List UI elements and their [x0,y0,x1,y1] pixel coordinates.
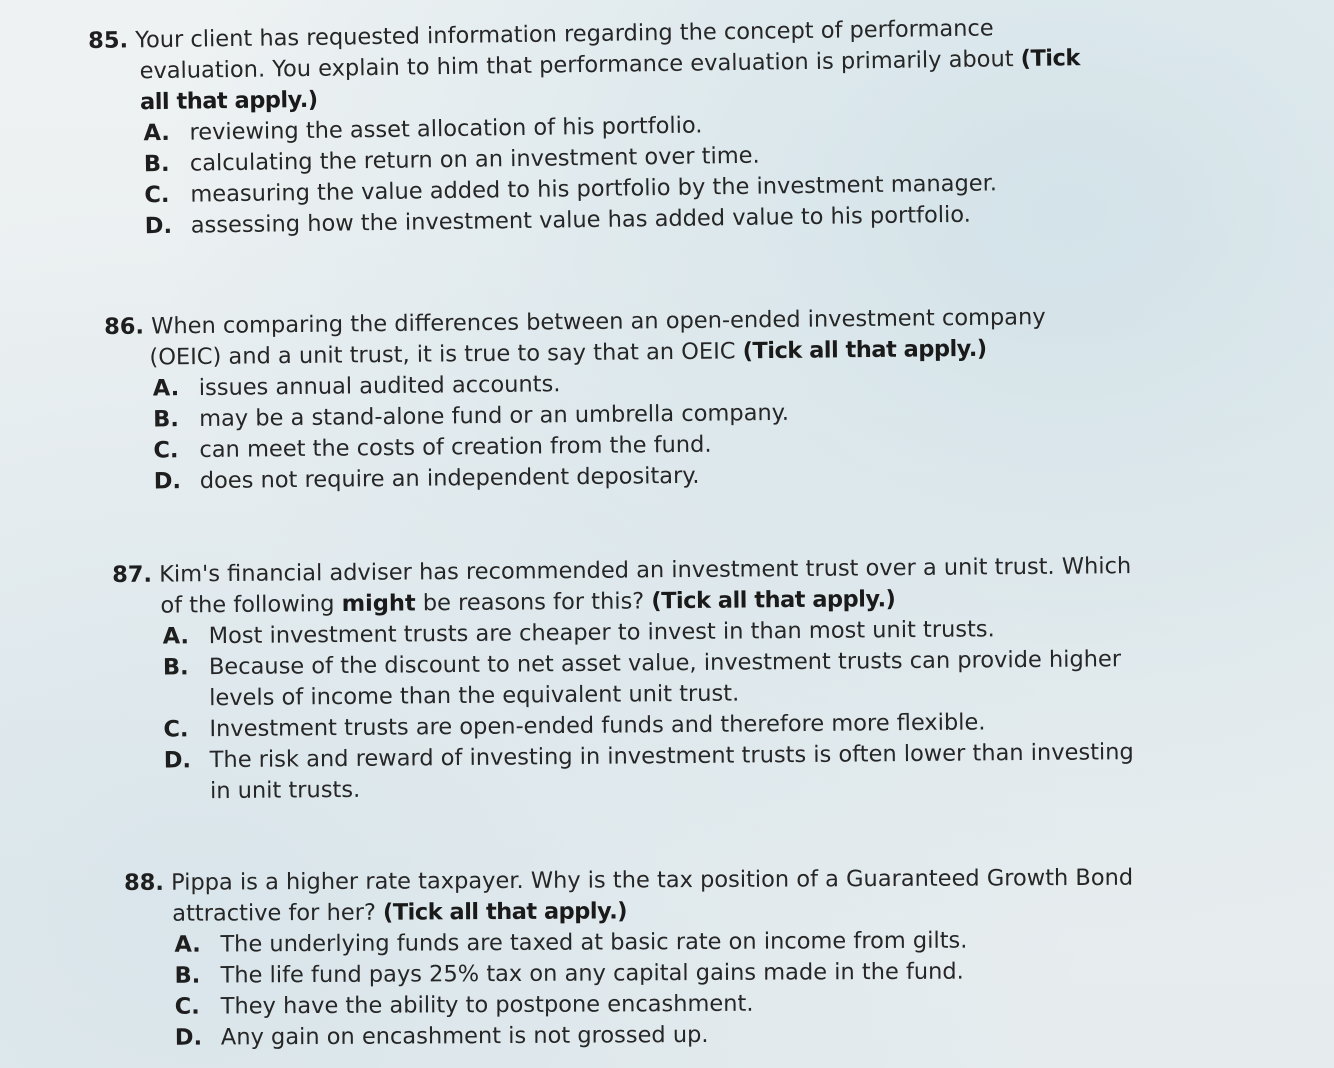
option-letter: A. [174,931,201,958]
option-text: Any gain on encashment is not grossed up. [220,1021,709,1051]
answer-options [105,364,1048,498]
answer-options [113,613,1135,808]
option-letter: B. [152,406,179,433]
option-text: The life fund pays 25% tax on any capital gains made in the fund. [220,958,964,989]
option-text: The underlying funds are taxed at basic rate on income from gilts. [220,927,968,958]
option-letter: A. [143,119,171,147]
question-text-line2-post: be reasons for this? [415,588,652,617]
option-d[interactable] [164,737,1135,807]
option-text: They have the ability to postpone encashment. [220,990,754,1020]
option-letter: D. [163,747,192,774]
option-text: calculating the return on an investment over time. [189,142,760,177]
option-text: assessing how the investment value has added value to his portfolio. [190,201,971,239]
question-text-line1: When comparing the differences between an open-ended investment company [151,304,1046,340]
question-text-line2: attractive for her? [172,899,384,927]
tick-instruction: (Tick all that apply.) [742,335,987,365]
question-stem [124,863,1133,899]
tick-instruction-part2: all that apply.) [139,86,318,116]
option-letter: C. [163,716,189,743]
option-letter: C. [174,993,200,1020]
question-text-line2-pre: of the following [160,590,342,619]
answer-options [124,925,1134,1054]
question-text-line1: Your client has requested information regarding the concept of performance [135,15,994,54]
option-text-line1: Because of the discount to net asset value, investment trusts can provide higher [208,646,1122,681]
option-text: does not require an independent depositary. [199,462,700,495]
option-text [210,737,1135,807]
question-number: 85. [88,27,129,54]
question-88 [124,863,1134,1054]
answer-options [89,105,1082,243]
emphasis-might: might [341,590,416,617]
question-number: 86. [104,313,145,340]
option-letter: C. [144,181,170,209]
option-b[interactable] [163,644,1134,714]
option-letter: B. [174,962,201,989]
question-86 [104,302,1047,498]
question-text-line2: (OEIC) and a unit trust, it is true to say that an OEIC [149,338,743,371]
question-87 [112,551,1134,808]
option-b[interactable] [174,956,1133,992]
option-text-line1: The risk and reward of investing in investment trusts is often lower than investing [209,739,1134,774]
question-85 [88,12,1082,243]
question-text-line1: Kim's financial adviser has recommended an investment trust over a unit trust. Which [159,553,1132,588]
option-text: reviewing the asset allocation of his portfolio. [189,112,703,146]
option-text: Most investment trusts are cheaper to invest in than most unit trusts. [208,616,995,650]
option-letter: A. [152,375,180,402]
option-letter: B. [162,654,189,681]
tick-instruction: (Tick all that apply.) [382,898,628,926]
question-number: 88. [124,869,165,896]
option-text-line2: in unit trusts. [209,776,361,805]
option-letter: D. [174,1024,203,1051]
option-letter: D. [144,212,173,240]
question-text-line1: Pippa is a higher rate taxpayer. Why is the tax position of a Guaranteed Growth Bond [171,864,1134,896]
tick-instruction: (Tick all that apply.) [651,586,896,615]
option-text [209,644,1122,714]
option-letter: D. [153,468,182,495]
option-text: Investment trusts are open-ended funds and therefore more flexible. [209,709,986,743]
tick-instruction-part1: (Tick [1020,45,1081,72]
option-text: issues annual audited accounts. [198,371,561,402]
option-letter: A. [162,623,190,650]
option-letter: B. [143,150,170,178]
option-text: can meet the costs of creation from the fund. [199,431,712,464]
option-c[interactable] [175,987,1134,1023]
option-d[interactable] [175,1018,1134,1054]
question-text-line2: evaluation. You explain to him that performance evaluation is primarily about [139,45,1021,85]
question-number: 87. [112,561,153,588]
option-a[interactable] [174,925,1133,961]
option-text-line2: levels of income than the equivalent unit trust. [209,680,740,712]
option-text: may be a stand-alone fund or an umbrella company. [198,399,790,433]
option-letter: C. [153,437,179,464]
option-text: measuring the value added to his portfolio by the investment manager. [190,170,998,208]
